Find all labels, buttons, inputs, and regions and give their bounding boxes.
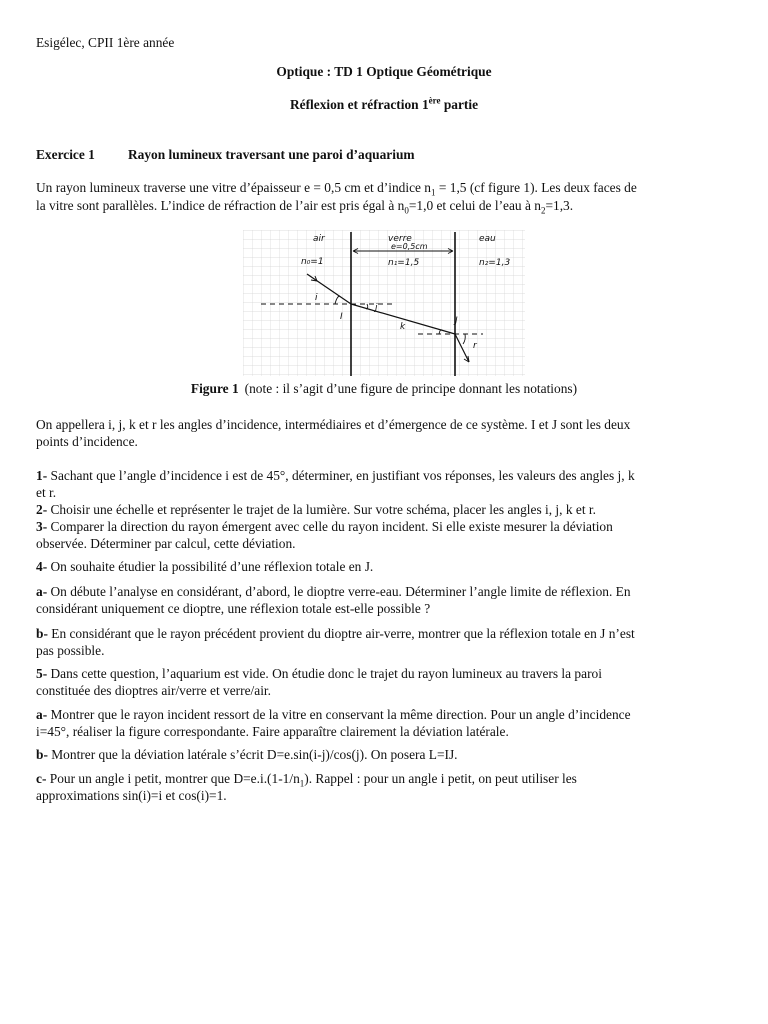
document-header: Esigélec, CPII 1ère année — [36, 35, 175, 50]
label-eau: eau — [479, 234, 496, 244]
label-J: J — [455, 316, 458, 326]
label-I: I — [340, 312, 343, 322]
question-5b: b- Montrer que la déviation latérale s’écrit D=e.sin(i-j)/cos(j). On posera L=IJ. — [36, 747, 458, 762]
question-2: 2- Choisir une échelle et représenter le trajet de la lumière. Sur votre schéma, placer les angles i, j, k et r. — [36, 502, 596, 517]
label-r: r — [473, 341, 477, 351]
question-4b-line-1: b- En considérant que le rayon précédent provient du dioptre air-verre, montrer que la réflexion totale en J n’est — [36, 626, 635, 641]
question-4: 4- On souhaite étudier la possibilité d’une réflexion totale en J. — [36, 559, 374, 574]
question-5-line-2: constituée des dioptres air/verre et verre/air. — [36, 683, 271, 698]
label-air: air — [313, 234, 325, 244]
label-verre: verre — [388, 234, 412, 244]
question-5a-line-2: i=45°, réaliser la figure correspondante. Faire apparaître clairement la déviation latérale. — [36, 724, 509, 739]
question-5-line-1: 5- Dans cette question, l’aquarium est vide. On étudie donc le trajet du rayon lumineux au travers la paroi — [36, 666, 602, 681]
question-5c-line-2: approximations sin(i)=i et cos(i)=1. — [36, 788, 227, 803]
question-1-line-1: 1- Sachant que l’angle d’incidence i est de 45°, déterminer, en justifiant vos réponses, les valeurs des angles j, k — [36, 468, 635, 483]
caption-label: Figure 1 — [190, 381, 239, 396]
caption-note: (note : il s’agit d’une figure de principe donnant les notations) — [244, 381, 578, 396]
question-5c-line-1: c- Pour un angle i petit, montrer que $D=e.i.(1-1/n_1)$. Rappel : pour un angle i petit, on peut utiliser les — [36, 771, 577, 789]
figure-1-caption — [0, 381, 768, 397]
exercise-heading — [36, 146, 733, 163]
intro-line-2: la vitre sont parallèles. L’indice de réfraction de l’air est pris égal à $n_0=1,0$ et celui de l’eau à $n_2=1,3$. — [36, 198, 574, 216]
document-subtitle: Réflexion et réfraction 1ère partie — [289, 95, 479, 112]
grid-background — [243, 230, 525, 376]
label-n0: n₀=1 — [301, 257, 324, 267]
question-4a-line-2: considérant uniquement ce dioptre, une réflexion totale est-elle possible ? — [36, 601, 431, 616]
question-3-line-1: 3- Comparer la direction du rayon émergent avec celle du rayon incident. Si elle existe mesurer la déviation — [36, 519, 613, 534]
document-title: Optique : TD 1 Optique Géométrique — [276, 64, 492, 79]
question-4a-line-1: a- On débute l’analyse en considérant, d’abord, le dioptre verre-eau. Déterminer l’angle limite de réflexion. En — [36, 584, 631, 599]
label-i: i — [315, 293, 318, 303]
question-3-line-2: observée. Déterminer par calcul, cette déviation. — [36, 536, 296, 551]
exercise-number: Exercice 1 — [36, 147, 95, 162]
angles-para-line-2: points d’incidence. — [36, 434, 138, 449]
exercise-title: Rayon lumineux traversant une paroi d’aquarium — [128, 147, 415, 162]
label-n2: n₂=1,3 — [479, 258, 511, 268]
label-e: e=0,5cm — [391, 242, 428, 251]
question-5a-line-1: a- Montrer que le rayon incident ressort de la vitre en conservant la même direction. Pour un angle d’incidence — [36, 707, 631, 722]
label-j: j — [375, 303, 378, 313]
question-1-line-2: et r. — [36, 485, 57, 500]
intro-line-1: Un rayon lumineux traverse une vitre d’épaisseur e = 0,5 cm et d’indice $n_1 = 1,5$ (cf figure 1). Les deux faces de — [36, 180, 637, 198]
label-n1: n₁=1,5 — [388, 258, 420, 268]
question-4b-line-2: pas possible. — [36, 643, 105, 658]
angles-para-line-1: On appellera i, j, k et r les angles d’incidence, intermédiaires et d’émergence de ce système. I et J sont les deux — [36, 417, 631, 432]
figure-1-diagram — [243, 230, 525, 376]
label-k: k — [400, 322, 406, 332]
